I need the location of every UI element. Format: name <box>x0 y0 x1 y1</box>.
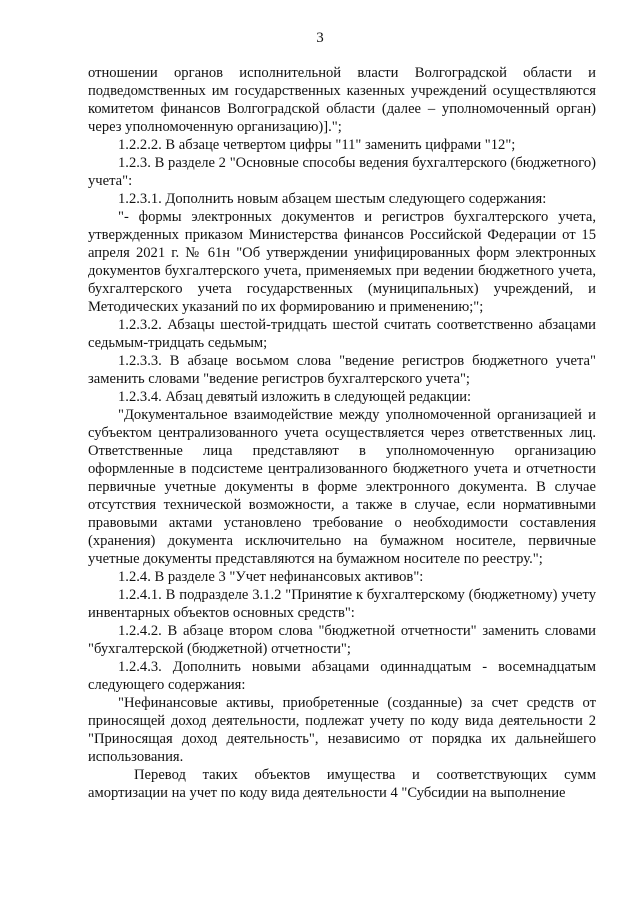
paragraph: 1.2.4.3. Дополнить новыми абзацами одиннадцатым - восемнадцатым следующего содержания: <box>88 659 596 693</box>
paragraph: 1.2.4.2. В абзаце втором слова "бюджетной отчетности" заменить словами "бухгалтерской (бюджетной) отчетности"; <box>88 623 596 657</box>
page-number: 3 <box>316 30 324 46</box>
paragraph: 1.2.4.1. В подразделе 3.1.2 "Принятие к бухгалтерскому (бюджетному) учету инвентарных объектов основных средств": <box>88 587 596 621</box>
paragraph: "Документальное взаимодействие между уполномоченной организацией и субъектом централизованного учета осуществляется через ответственных лиц. Ответственные лица представляют в уполномоченную организацию оформленные в подсистеме централизованного бюджетного учета и отчетности первичные учетные документы в форме электронного документа. В случае отсутствия технической возможности, а также в случае, если нормативными правовыми актами установлено требование о необходимости составления (хранения) документа исключительно на бумажном носителе, первичные учетные документы представляются на бумажном носителе по реестру."; <box>88 407 596 567</box>
paragraph: 1.2.4. В разделе 3 "Учет нефинансовых активов": <box>118 569 424 585</box>
paragraph: 1.2.2.2. В абзаце четвертом цифры "11" заменить цифрами "12"; <box>118 137 516 153</box>
paragraph: Перевод таких объектов имущества и соответствующих сумм амортизации на учет по коду вида деятельности 4 "Субсидии на выполнение <box>88 767 596 801</box>
paragraph: "- формы электронных документов и регистров бухгалтерского учета, утвержденных приказом Министерства финансов Российской Федерации от 15 апреля 2021 г. № 61н "Об утверждении унифицированных форм электронных документов бухгалтерского учета, применяемых при ведении бюджетного учета, бухгалтерского учета государственных (муниципальных) учреждений, и Методических указаний по их формированию и применению;"; <box>88 209 596 315</box>
paragraph: 1.2.3.4. Абзац девятый изложить в следующей редакции: <box>118 389 472 405</box>
paragraph: 1.2.3.1. Дополнить новым абзацем шестым следующего содержания: <box>118 191 547 207</box>
document-body <box>88 64 596 802</box>
paragraph: 1.2.3.3. В абзаце восьмом слова "ведение регистров бюджетного учета" заменить словами "ведение регистров бухгалтерского учета"; <box>88 353 596 387</box>
paragraph: "Нефинансовые активы, приобретенные (созданные) за счет средств от приносящей доход деятельности, подлежат учету по коду вида деятельности 2 "Приносящая доход деятельность", независимо от порядка их дальнейшего использования. <box>88 695 596 765</box>
paragraph: 1.2.3. В разделе 2 "Основные способы ведения бухгалтерского (бюджетного) учета": <box>88 155 596 189</box>
paragraph: отношении органов исполнительной власти Волгоградской области и подведомственных им государственных казенных учреждений осуществляются комитетом финансов Волгоградской области (далее – уполномоченный орган) через уполномоченную организацию)]."; <box>88 65 596 135</box>
paragraph: 1.2.3.2. Абзацы шестой-тридцать шестой считать соответственно абзацами седьмым-тридцать седьмым; <box>88 317 596 351</box>
